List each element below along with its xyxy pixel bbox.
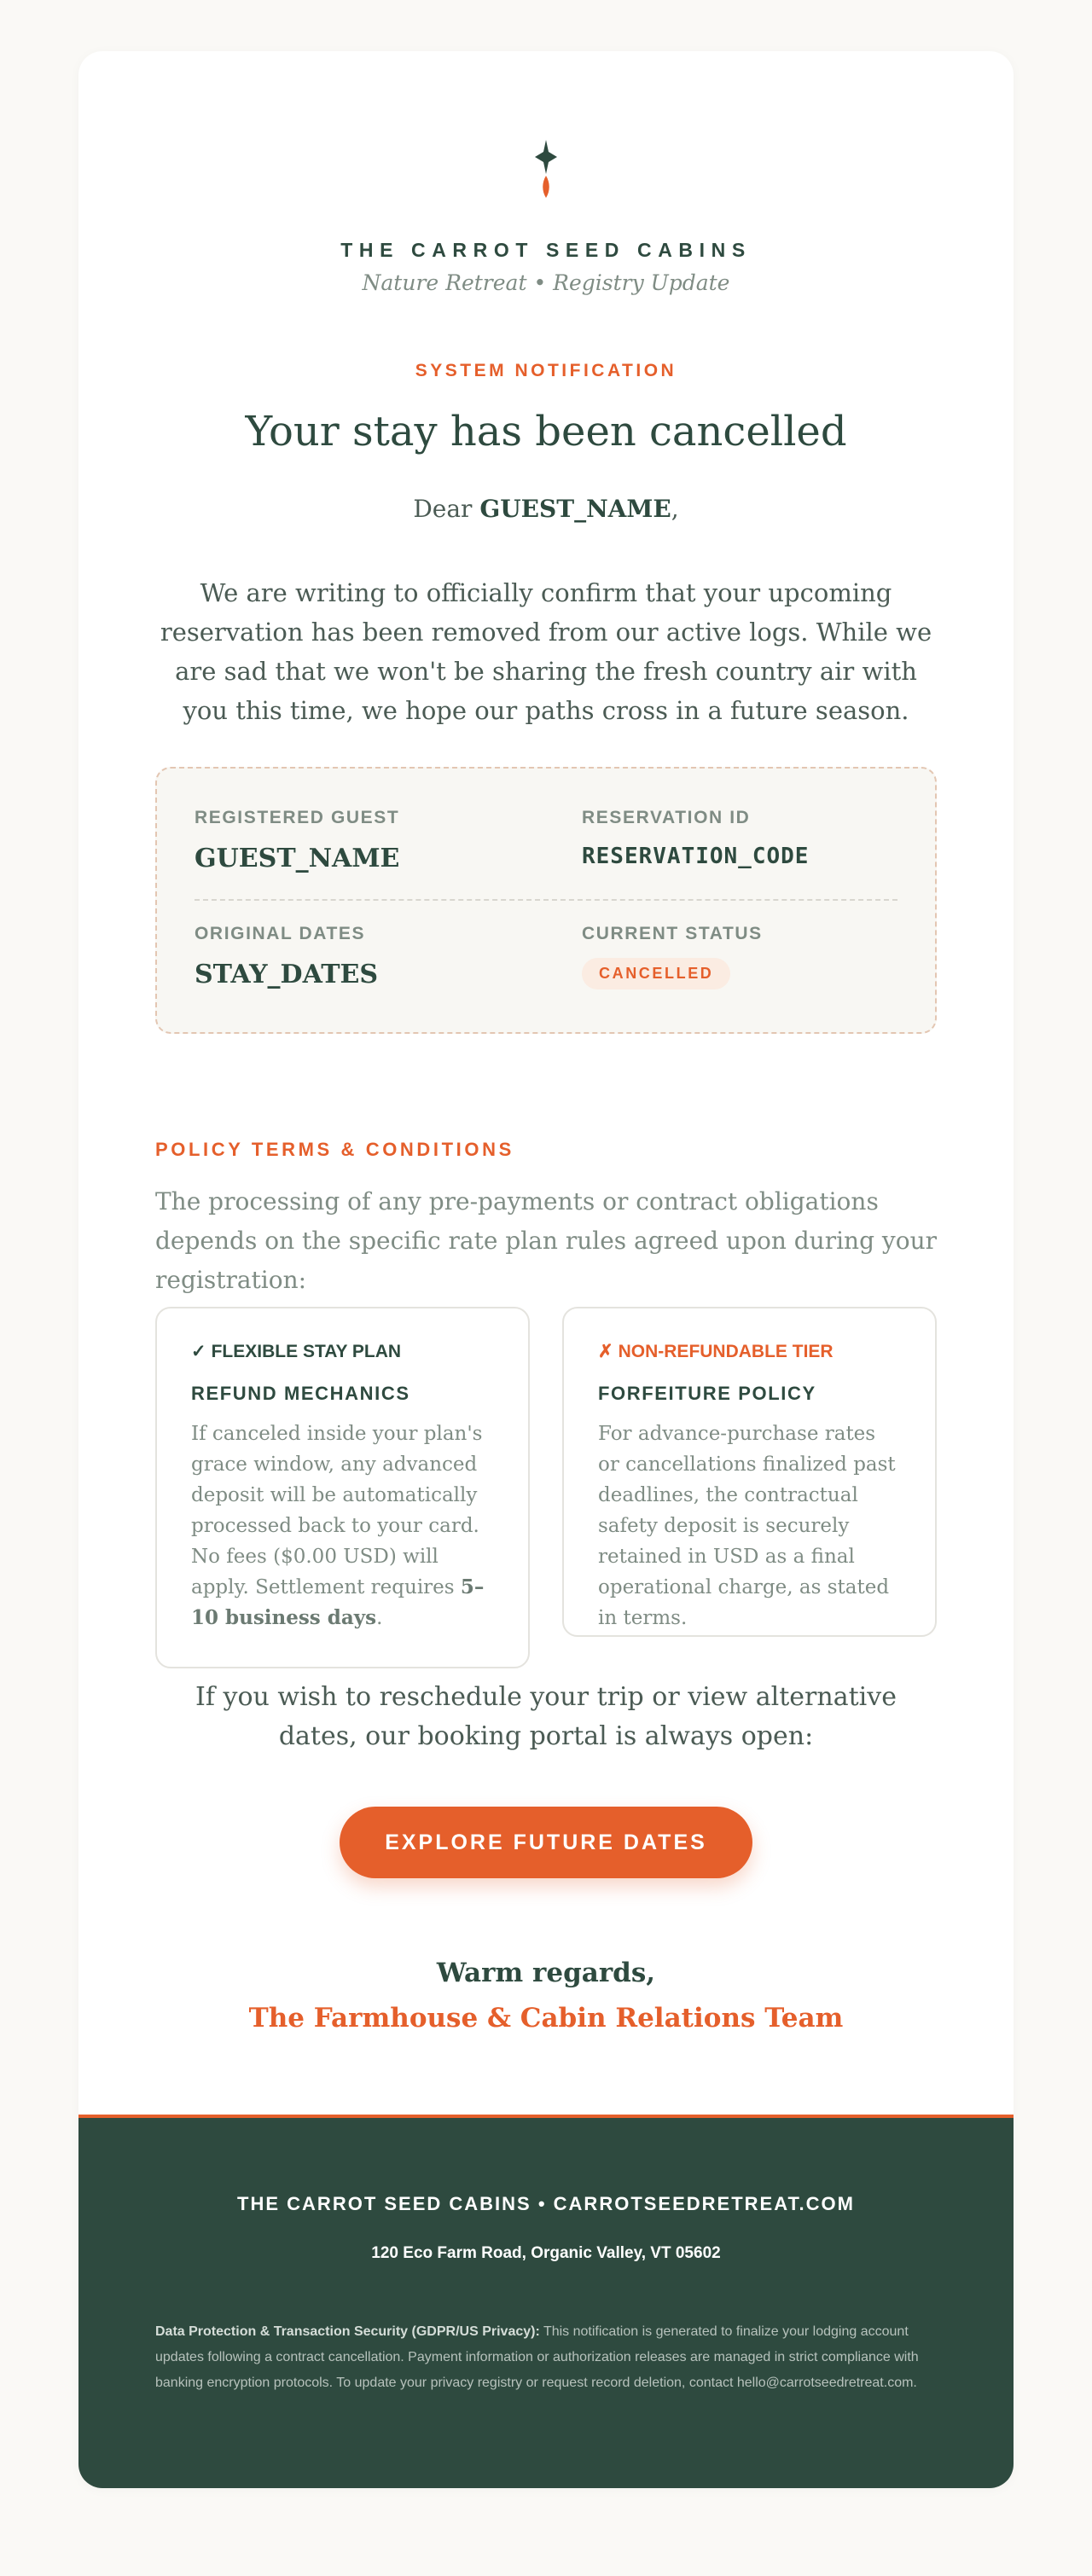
non-refundable-body: For advance-purchase rates or cancellations finalized past deadlines, the contractual safety deposit is securely retained in USD as a final operational charge, as stated in terms. xyxy=(598,1423,896,1629)
reservation-value: RESERVATION_CODE xyxy=(582,844,810,869)
dates-label: ORIGINAL DATES xyxy=(195,924,366,943)
flexible-plan-body-text: If canceled inside your plan's grace window, any advanced deposit will be automatically processed back to your card. No fees ($0.00 USD) will apply. Settlement requires xyxy=(191,1423,483,1598)
sparkle-seed-icon xyxy=(531,140,561,200)
settlement-period: 5–10 business days xyxy=(191,1575,485,1629)
footer xyxy=(78,2115,1014,2488)
non-refundable-tag xyxy=(598,1341,901,1362)
non-refundable-card xyxy=(562,1307,937,1637)
explore-future-dates-button[interactable]: EXPLORE FUTURE DATES xyxy=(340,1807,752,1878)
policy-intro: The processing of any pre-payments or contract obligations depends on the specific rate plan rules agreed upon during your registration: xyxy=(155,1187,938,1294)
details-divider xyxy=(195,899,897,901)
policy-title: POLICY TERMS & CONDITIONS xyxy=(155,1139,514,1160)
legal-title: Data Protection & Transaction Security (GDPR/US Privacy): xyxy=(155,2324,540,2339)
flexible-plan-body-end: . xyxy=(376,1607,383,1629)
legal-body: This notification is generated to finalize your lodging account updates following a contract cancellation. Payment information or authorization releases are managed in strict compliance with banking encryption protocols. To update your privacy registry or request record deletion, contact xyxy=(155,2324,919,2390)
flexible-plan-heading: REFUND MECHANICS xyxy=(191,1383,410,1404)
reservation-cell xyxy=(582,808,809,869)
signoff-regards: Warm regards, xyxy=(436,1958,656,1988)
guest-value: GUEST_NAME xyxy=(195,844,400,873)
checkmark-icon: ✓ xyxy=(191,1342,206,1361)
flexible-plan-card xyxy=(155,1307,530,1668)
flexible-plan-tag xyxy=(191,1341,494,1362)
flexible-plan-body xyxy=(191,1419,494,1633)
greeting-suffix: , xyxy=(671,495,679,523)
contact-email-link[interactable]: hello@carrotseedretreat.com xyxy=(736,2376,914,2390)
intro-paragraph: We are writing to officially confirm that your upcoming reservation has been removed from our active logs. While we are sad that we won't be sharing the fresh country air with you this time, we hope our paths cross in a future season. xyxy=(160,578,932,725)
status-badge: CANCELLED xyxy=(582,958,730,989)
status-cell xyxy=(582,924,763,989)
non-refundable-tag-label: NON-REFUNDABLE TIER xyxy=(618,1342,834,1361)
page-title: Your stay has been cancelled xyxy=(245,408,847,455)
greeting-prefix: Dear xyxy=(413,495,480,523)
footer-legal xyxy=(155,2319,937,2396)
guest-label: REGISTERED GUEST xyxy=(195,808,400,827)
dates-cell xyxy=(195,924,378,989)
non-refundable-heading: FORFEITURE POLICY xyxy=(598,1383,816,1404)
dates-value: STAY_DATES xyxy=(195,960,379,989)
reservation-details xyxy=(155,767,937,1034)
signoff-team: The Farmhouse & Cabin Relations Team xyxy=(248,2003,844,2034)
cross-icon: ✗ xyxy=(598,1342,613,1361)
flexible-plan-tag-label: FLEXIBLE STAY PLAN xyxy=(211,1342,402,1361)
reschedule-text: If you wish to reschedule your trip or view alternative dates, our booking portal is always open: xyxy=(195,1682,897,1751)
brand-tagline: Nature Retreat • Registry Update xyxy=(362,270,730,295)
brand-name: THE CARROT SEED CABINS xyxy=(340,239,752,261)
status-label: CURRENT STATUS xyxy=(582,924,763,943)
footer-address: 120 Eco Farm Road, Organic Valley, VT 05602 xyxy=(371,2244,721,2262)
greeting-guest-name: GUEST_NAME xyxy=(479,495,671,523)
guest-cell xyxy=(195,808,399,873)
footer-brand: THE CARROT SEED CABINS • CARROTSEEDRETREAT.COM xyxy=(237,2193,855,2214)
brand-logo xyxy=(78,140,1014,200)
email-card xyxy=(78,51,1014,2488)
notification-eyebrow: SYSTEM NOTIFICATION xyxy=(415,361,677,380)
reservation-label: RESERVATION ID xyxy=(582,808,751,827)
legal-end: . xyxy=(913,2376,917,2390)
greeting xyxy=(78,495,1014,523)
